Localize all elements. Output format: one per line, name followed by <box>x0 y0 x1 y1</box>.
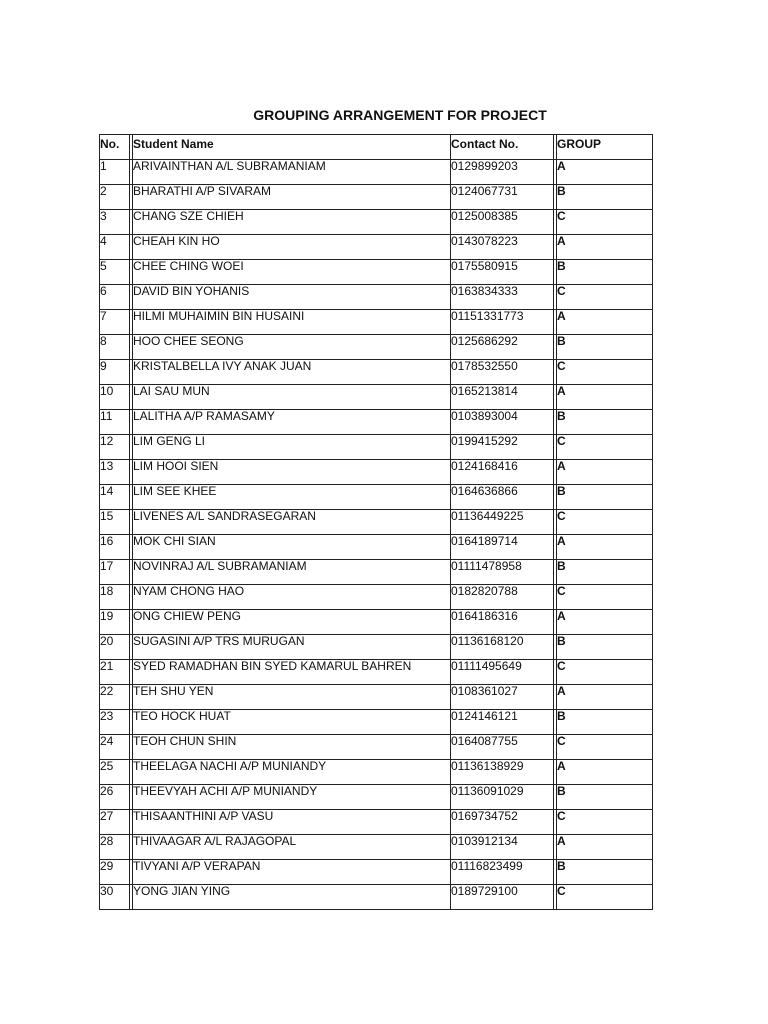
row-number: 20 <box>100 635 130 660</box>
student-name: TEO HOCK HUAT <box>133 710 451 735</box>
table-row <box>100 460 653 485</box>
row-number: 15 <box>100 510 130 535</box>
row-number: 18 <box>100 585 130 610</box>
group-assignment: A <box>557 610 653 635</box>
group-assignment: B <box>557 860 653 885</box>
group-assignment: C <box>557 810 653 835</box>
group-assignment: B <box>557 485 653 510</box>
group-assignment: B <box>557 185 653 210</box>
student-name: NOVINRAJ A/L SUBRAMANIAM <box>133 560 451 585</box>
group-assignment: C <box>557 660 653 685</box>
contact-number: 0164087755 <box>451 735 554 760</box>
group-assignment: B <box>557 260 653 285</box>
table-row <box>100 835 653 860</box>
row-number: 19 <box>100 610 130 635</box>
contact-number: 0108361027 <box>451 685 554 710</box>
contact-number: 0164186316 <box>451 610 554 635</box>
contact-number: 01111495649 <box>451 660 554 685</box>
contact-number: 0163834333 <box>451 285 554 310</box>
student-name: DAVID BIN YOHANIS <box>133 285 451 310</box>
header-group: GROUP <box>557 135 653 160</box>
table-row <box>100 485 653 510</box>
row-number: 1 <box>100 160 130 185</box>
table-row <box>100 360 653 385</box>
table-row <box>100 710 653 735</box>
row-number: 3 <box>100 210 130 235</box>
student-name: CHANG SZE CHIEH <box>133 210 451 235</box>
student-name: SUGASINI A/P TRS MURUGAN <box>133 635 451 660</box>
contact-number: 01136091029 <box>451 785 554 810</box>
table-header-row <box>100 135 653 160</box>
contact-number: 0129899203 <box>451 160 554 185</box>
row-number: 9 <box>100 360 130 385</box>
group-assignment: A <box>557 760 653 785</box>
group-assignment: A <box>557 835 653 860</box>
contact-number: 01151331773 <box>451 310 554 335</box>
table-row <box>100 410 653 435</box>
student-name: NYAM CHONG HAO <box>133 585 451 610</box>
student-name: LIM SEE KHEE <box>133 485 451 510</box>
row-number: 29 <box>100 860 130 885</box>
row-number: 28 <box>100 835 130 860</box>
contact-number: 01111478958 <box>451 560 554 585</box>
group-assignment: C <box>557 285 653 310</box>
contact-number: 0103893004 <box>451 410 554 435</box>
contact-number: 0175580915 <box>451 260 554 285</box>
student-name: BHARATHI A/P SIVARAM <box>133 185 451 210</box>
table-row <box>100 560 653 585</box>
contact-number: 0165213814 <box>451 385 554 410</box>
table-row <box>100 585 653 610</box>
student-name: ONG CHIEW PENG <box>133 610 451 635</box>
group-assignment: B <box>557 335 653 360</box>
contact-number: 0178532550 <box>451 360 554 385</box>
student-name: YONG JIAN YING <box>133 885 451 910</box>
group-assignment: B <box>557 635 653 660</box>
contact-number: 01116823499 <box>451 860 554 885</box>
page-title: GROUPING ARRANGEMENT FOR PROJECT <box>253 107 547 123</box>
group-assignment: C <box>557 585 653 610</box>
row-number: 22 <box>100 685 130 710</box>
contact-number: 0103912134 <box>451 835 554 860</box>
table-row <box>100 335 653 360</box>
row-number: 14 <box>100 485 130 510</box>
table-row <box>100 160 653 185</box>
row-number: 25 <box>100 760 130 785</box>
student-name: THEEVYAH ACHI A/P MUNIANDY <box>133 785 451 810</box>
table-row <box>100 510 653 535</box>
table-row <box>100 185 653 210</box>
student-name: HILMI MUHAIMIN BIN HUSAINI <box>133 310 451 335</box>
row-number: 10 <box>100 385 130 410</box>
group-assignment: A <box>557 160 653 185</box>
table-row <box>100 660 653 685</box>
student-name: KRISTALBELLA IVY ANAK JUAN <box>133 360 451 385</box>
contact-number: 0169734752 <box>451 810 554 835</box>
contact-number: 0199415292 <box>451 435 554 460</box>
table-row <box>100 785 653 810</box>
group-assignment: A <box>557 310 653 335</box>
table-row <box>100 310 653 335</box>
group-assignment: A <box>557 685 653 710</box>
contact-number: 0124168416 <box>451 460 554 485</box>
student-name: LIVENES A/L SANDRASEGARAN <box>133 510 451 535</box>
row-number: 11 <box>100 410 130 435</box>
table-row <box>100 210 653 235</box>
header-no: No. <box>100 135 130 160</box>
contact-number: 0125008385 <box>451 210 554 235</box>
table-row <box>100 760 653 785</box>
student-name: CHEE CHING WOEI <box>133 260 451 285</box>
row-number: 16 <box>100 535 130 560</box>
row-number: 26 <box>100 785 130 810</box>
student-name: LAI SAU MUN <box>133 385 451 410</box>
student-name: TIVYANI A/P VERAPAN <box>133 860 451 885</box>
contact-number: 01136168120 <box>451 635 554 660</box>
student-name: ARIVAINTHAN A/L SUBRAMANIAM <box>133 160 451 185</box>
table-row <box>100 260 653 285</box>
group-assignment: B <box>557 785 653 810</box>
group-assignment: C <box>557 210 653 235</box>
table-row <box>100 535 653 560</box>
group-assignment: A <box>557 535 653 560</box>
table-row <box>100 635 653 660</box>
row-number: 30 <box>100 885 130 910</box>
student-name: SYED RAMADHAN BIN SYED KAMARUL BAHREN <box>133 660 451 685</box>
student-name: CHEAH KIN HO <box>133 235 451 260</box>
table-body <box>100 160 653 910</box>
student-name: THISAANTHINI A/P VASU <box>133 810 451 835</box>
row-number: 5 <box>100 260 130 285</box>
table-row <box>100 810 653 835</box>
table-row <box>100 735 653 760</box>
group-assignment: C <box>557 510 653 535</box>
student-name: TEOH CHUN SHIN <box>133 735 451 760</box>
row-number: 6 <box>100 285 130 310</box>
row-number: 17 <box>100 560 130 585</box>
student-name: HOO CHEE SEONG <box>133 335 451 360</box>
group-assignment: B <box>557 410 653 435</box>
student-name: LIM GENG LI <box>133 435 451 460</box>
row-number: 24 <box>100 735 130 760</box>
student-name: MOK CHI SIAN <box>133 535 451 560</box>
group-assignment: A <box>557 460 653 485</box>
row-number: 8 <box>100 335 130 360</box>
row-number: 23 <box>100 710 130 735</box>
table-row <box>100 235 653 260</box>
row-number: 12 <box>100 435 130 460</box>
contact-number: 0189729100 <box>451 885 554 910</box>
row-number: 27 <box>100 810 130 835</box>
grouping-table <box>99 134 653 910</box>
group-assignment: C <box>557 735 653 760</box>
table-row <box>100 285 653 310</box>
student-name: TEH SHU YEN <box>133 685 451 710</box>
header-contact-no: Contact No. <box>451 135 554 160</box>
row-number: 7 <box>100 310 130 335</box>
table-row <box>100 610 653 635</box>
contact-number: 0164636866 <box>451 485 554 510</box>
header-student-name: Student Name <box>133 135 451 160</box>
group-assignment: B <box>557 710 653 735</box>
row-number: 2 <box>100 185 130 210</box>
contact-number: 0124067731 <box>451 185 554 210</box>
group-assignment: A <box>557 235 653 260</box>
row-number: 21 <box>100 660 130 685</box>
student-name: THEELAGA NACHI A/P MUNIANDY <box>133 760 451 785</box>
table-row <box>100 685 653 710</box>
row-number: 4 <box>100 235 130 260</box>
contact-number: 01136138929 <box>451 760 554 785</box>
student-name: LALITHA A/P RAMASAMY <box>133 410 451 435</box>
contact-number: 0125686292 <box>451 335 554 360</box>
group-assignment: B <box>557 560 653 585</box>
group-assignment: C <box>557 885 653 910</box>
table-row <box>100 885 653 910</box>
contact-number: 0164189714 <box>451 535 554 560</box>
group-assignment: C <box>557 435 653 460</box>
student-name: THIVAAGAR A/L RAJAGOPAL <box>133 835 451 860</box>
group-assignment: C <box>557 360 653 385</box>
contact-number: 01136449225 <box>451 510 554 535</box>
table-row <box>100 860 653 885</box>
row-number: 13 <box>100 460 130 485</box>
student-name: LIM HOOI SIEN <box>133 460 451 485</box>
contact-number: 0143078223 <box>451 235 554 260</box>
contact-number: 0124146121 <box>451 710 554 735</box>
table-row <box>100 385 653 410</box>
contact-number: 0182820788 <box>451 585 554 610</box>
group-assignment: A <box>557 385 653 410</box>
table-row <box>100 435 653 460</box>
